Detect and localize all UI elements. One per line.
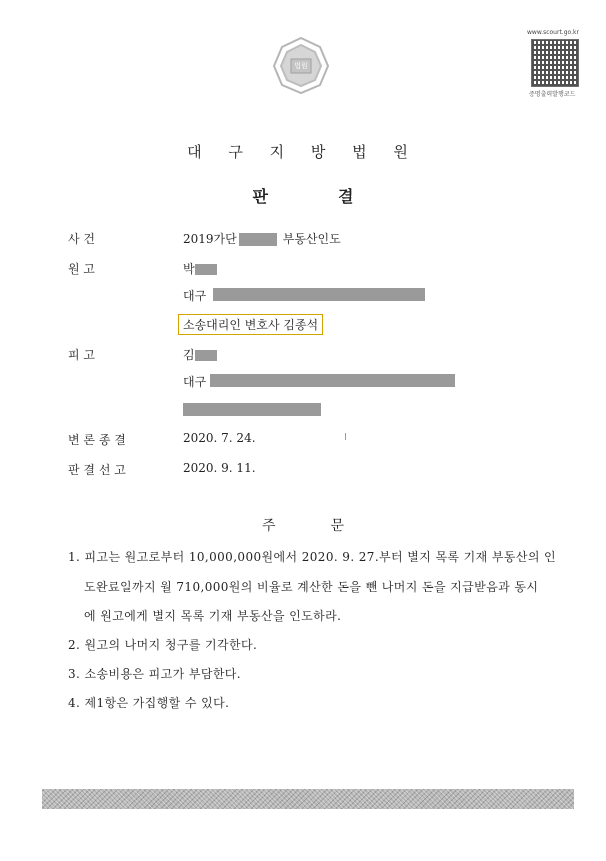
- plaintiff-address-prefix: 대구: [183, 289, 207, 303]
- hearing-end-label-text: 변 론 종 결: [68, 433, 126, 447]
- redaction: [210, 374, 455, 387]
- plaintiff-address: [183, 287, 206, 304]
- defendant-label: [68, 346, 158, 363]
- court-name: 대 구 지 방 법 원: [187, 143, 419, 161]
- qr-url: www.scourt.go.kr: [527, 29, 579, 36]
- order-item-4: 4. 제1항은 가집행할 수 있다.: [68, 696, 230, 710]
- order-heading-char: 문: [330, 518, 345, 534]
- case-label-text: 사 건: [68, 232, 95, 246]
- emblem-text: 법원: [294, 62, 308, 70]
- document-title: [0, 184, 606, 207]
- order-item-1-line-1: 1. 피고는 원고로부터 10,000,000원에서 2020. 9. 27.부터 별지 목록 기재 부동산의 인: [68, 550, 557, 564]
- plaintiff-name-text: 박: [183, 262, 195, 276]
- order-heading-char: 주: [261, 518, 276, 534]
- case-number: 2019가단: [183, 232, 237, 246]
- defendant-label-text: 피 고: [68, 348, 95, 362]
- plaintiff-attorney: 소송대리인 변호사 김종석: [178, 314, 323, 335]
- judgment-date-label-text: 판 결 선 고: [68, 463, 126, 477]
- hearing-end-date: 2020. 7. 24.: [183, 431, 256, 445]
- case-value: [183, 230, 341, 247]
- order-heading: [0, 515, 606, 535]
- order-item-2: 2. 원고의 나머지 청구를 기각한다.: [68, 638, 258, 652]
- security-pattern-band: [42, 789, 574, 809]
- case-name: 부동산인도: [282, 232, 341, 246]
- redaction: [239, 233, 277, 246]
- redaction: [183, 403, 321, 416]
- redaction: [213, 288, 425, 301]
- plaintiff-name: [183, 260, 217, 277]
- case-label: [68, 230, 158, 247]
- document-title-char: 판: [252, 187, 268, 206]
- redaction: [195, 350, 217, 361]
- defendant-name-text: 김: [183, 348, 195, 362]
- plaintiff-label-text: 원 고: [68, 262, 95, 276]
- qr-caption: 증명출력발행코드: [529, 91, 576, 98]
- defendant-name: [183, 346, 217, 363]
- document-title-char: 결: [338, 187, 354, 206]
- judgment-date-label: [68, 461, 158, 478]
- order-item-3: 3. 소송비용은 피고가 부담한다.: [68, 667, 242, 681]
- redaction: [195, 264, 217, 275]
- judgment-date: 2020. 9. 11.: [183, 461, 256, 475]
- hearing-end-label: [68, 431, 158, 448]
- order-item-1-line-2: 도완료일까지 월 710,000원의 비율로 계산한 돈을 뺀 나머지 돈을 지급받음과 동시: [84, 580, 539, 594]
- plaintiff-label: [68, 260, 158, 277]
- qr-code-icon: [531, 39, 579, 87]
- defendant-address-prefix: 대구: [183, 375, 207, 389]
- defendant-address: [183, 373, 206, 390]
- order-item-1-line-3: 에 원고에게 별지 목록 기재 부동산을 인도하라.: [84, 609, 342, 623]
- court-emblem: [270, 35, 332, 97]
- scan-mark: [345, 433, 346, 440]
